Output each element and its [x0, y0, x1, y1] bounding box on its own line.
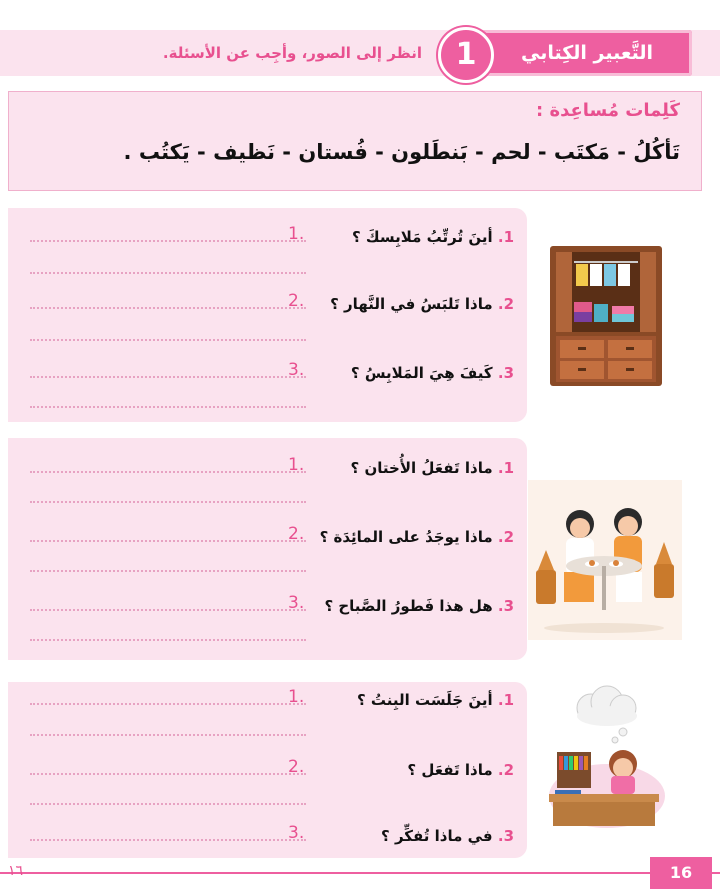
answer-line[interactable] — [30, 734, 306, 736]
question-2-1: 1. ماذا تَفعَلُ الأُختان ؟ — [350, 459, 514, 477]
answer-line[interactable] — [30, 639, 306, 641]
question-3-1: 1. أينَ جَلَسَت البِنتُ ؟ — [357, 691, 514, 709]
wardrobe-illustration — [548, 244, 664, 388]
help-words-label: كَلِمات مُساعِدة : — [536, 100, 680, 121]
girl-thinking-illustration — [543, 684, 665, 830]
answer-number: 1. — [288, 224, 305, 244]
answer-line[interactable] — [30, 307, 306, 309]
question-1-2: 2. ماذا تَلبَسُ في النَّهار ؟ — [330, 295, 514, 313]
answer-number: 2. — [288, 291, 305, 311]
answer-line[interactable] — [30, 839, 306, 841]
answer-line[interactable] — [30, 773, 306, 775]
answer-number: 1. — [288, 455, 305, 475]
answer-number: 3. — [288, 360, 305, 380]
question-2-2: 2. ماذا يوجَدُ على المائِدَة ؟ — [319, 528, 514, 546]
answer-line[interactable] — [30, 471, 306, 473]
question-3-3: 3. في ماذا تُفكِّر ؟ — [381, 827, 514, 845]
question-1-1: 1. أينَ تُرتِّبُ مَلابِسكَ ؟ — [351, 228, 514, 246]
answer-line[interactable] — [30, 406, 306, 408]
answer-line[interactable] — [30, 570, 306, 572]
answer-line[interactable] — [30, 339, 306, 341]
question-1-3: 3. كَيفَ هِيَ المَلابِسُ ؟ — [350, 364, 514, 382]
answer-line[interactable] — [30, 501, 306, 503]
exercise-number: 1 — [438, 27, 494, 83]
answer-number: 2. — [288, 524, 305, 544]
answer-line[interactable] — [30, 703, 306, 705]
answer-number: 1. — [288, 687, 305, 707]
girls-eating-illustration — [528, 480, 682, 640]
question-2-3: 3. هل هذا فَطورُ الصَّباح ؟ — [324, 597, 514, 615]
answer-line[interactable] — [30, 272, 306, 274]
page-number-arabic: ١٦ — [8, 863, 24, 879]
answer-number: 3. — [288, 593, 305, 613]
question-3-2: 2. ماذا تَفعَل ؟ — [407, 761, 514, 779]
section-title: التَّعبير الكِتابي — [520, 42, 654, 64]
answer-number: 2. — [288, 757, 305, 777]
answer-number: 3. — [288, 823, 305, 843]
answer-line[interactable] — [30, 376, 306, 378]
answer-line[interactable] — [30, 540, 306, 542]
answer-line[interactable] — [30, 240, 306, 242]
help-words-list: تَأكُلُ - مَكتَب - لحم - بَنطَلون - فُستان - نَظيف - يَكتُب . — [123, 140, 680, 164]
answer-line[interactable] — [30, 609, 306, 611]
instruction-text: انظر إلى الصور، وأجِب عن الأسئلة. — [162, 44, 422, 62]
answer-line[interactable] — [30, 803, 306, 805]
footer-line — [0, 872, 720, 874]
page-number: 16 — [650, 857, 712, 889]
